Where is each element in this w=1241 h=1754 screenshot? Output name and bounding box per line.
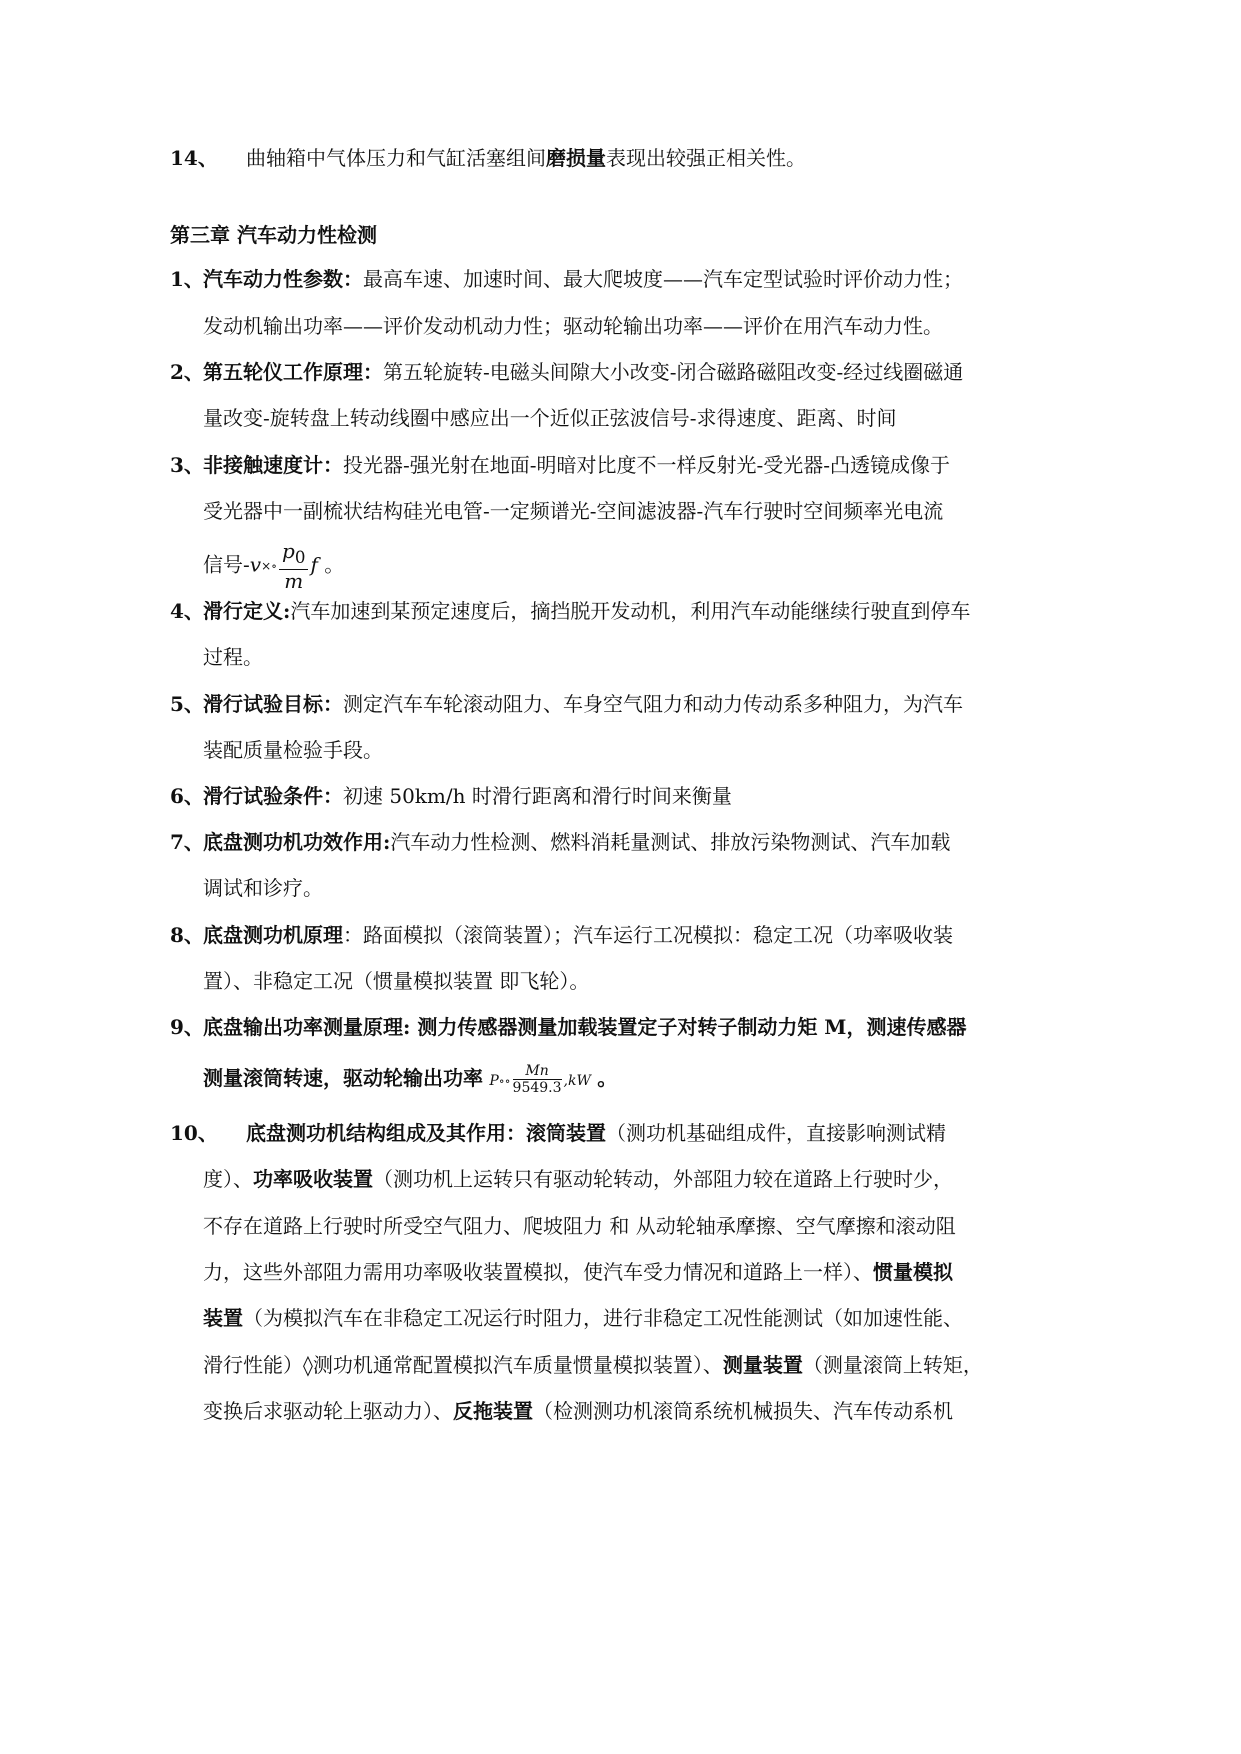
item-9-number: 9、	[170, 1015, 204, 1039]
item-10-line-1: 底盘测功机结构组成及其作用：滚筒装置（测功机基础组成件，直接影响测试精	[246, 1121, 946, 1145]
item-4-line-1: 滑行定义:汽车加速到某预定速度后，摘挡脱开发动机，利用汽车动能继续行驶直到停车	[203, 599, 971, 623]
power-fraction: $\frac{Mn}{9549.3}$	[512, 1063, 562, 1096]
item-10-line-3: 不存在道路上行驶时所受空气阻力、爬坡阻力 和 从动轮轴承摩擦、空气摩擦和滚动阻	[203, 1214, 956, 1238]
item-8-line-1: 底盘测功机原理：路面模拟（滚筒装置）；汽车运行工况模拟：稳定工况（功率吸收装	[203, 923, 953, 947]
velocity-fraction: $\frac{p_0}{m}$	[279, 540, 308, 592]
item-2-line-2: 量改变-旋转盘上转动线圈中感应出一个近似正弦波信号-求得速度、距离、时间	[203, 406, 897, 430]
item-1-line-1: 汽车动力性参数：最高车速、加速时间、最大爬坡度——汽车定型试验时评价动力性；	[203, 267, 963, 291]
item-8-line-2: 置）、非稳定工况（惯量模拟装置 即飞轮）。	[203, 969, 590, 993]
item-7-number: 7、	[170, 830, 204, 854]
item-10-line-6: 滑行性能）◊测功机通常配置模拟汽车质量惯量模拟装置）、测量装置（测量滚筒上转矩，	[203, 1353, 983, 1377]
item-10-number: 10、	[170, 1121, 218, 1145]
item-10-line-7: 变换后求驱动轮上驱动力）、反拖装置（检测测功机滚筒系统机械损失、汽车传动系机	[203, 1399, 953, 1423]
item-9-formula-line: 测量滚筒转速，驱动轮输出功率 P∘∘ $\frac{Mn}{9549.3}$ ,kW 。	[203, 1063, 618, 1096]
item-1-line-2: 发动机输出功率——评价发动机动力性；驱动轮输出功率——评价在用汽车动力性。	[203, 314, 943, 338]
item-3-number: 3、	[170, 453, 204, 477]
item-3-line-2: 受光器中一副梳状结构硅光电管-一定频谱光-空间滤波器-汽车行驶时空间频率光电流	[203, 499, 944, 523]
item-14-number: 14、	[170, 146, 218, 170]
item-6-line-1: 滑行试验条件：初速 50km/h 时滑行距离和滑行时间来衡量	[203, 784, 732, 808]
item-8-number: 8、	[170, 923, 204, 947]
item-2-line-1: 第五轮仪工作原理：第五轮旋转-电磁头间隙大小改变-闭合磁路磁阻改变-经过线圈磁通	[203, 360, 964, 384]
item-4-line-2: 过程。	[203, 645, 263, 669]
item-10-line-2: 度）、功率吸收装置（测功机上运转只有驱动轮转动，外部阻力较在道路上行驶时少，	[203, 1167, 953, 1191]
item-7-line-2: 调试和诊疗。	[203, 876, 323, 900]
chapter-heading: 第三章 汽车动力性检测	[170, 223, 377, 247]
item-10-line-5: 装置（为模拟汽车在非稳定工况运行时阻力，进行非稳定工况性能测试（如加速性能、	[203, 1306, 963, 1330]
item-4-number: 4、	[170, 599, 204, 623]
item-6-number: 6、	[170, 784, 204, 808]
item-9-line-1: 底盘输出功率测量原理: 测力传感器测量加载装置定子对转子制动力矩 M，测速传感器	[203, 1015, 967, 1039]
item-5-line-2: 装配质量检验手段。	[203, 738, 383, 762]
item-14-text: 曲轴箱中气体压力和气缸活塞组间磨损量表现出较强正相关性。	[246, 146, 806, 170]
item-10-line-4: 力，这些外部阻力需用功率吸收装置模拟，使汽车受力情况和道路上一样）、惯量模拟	[203, 1260, 953, 1284]
item-3-formula-line: 信号-v×∘ $\frac{p_0}{m}$ f 。	[203, 539, 345, 593]
item-7-line-1: 底盘测功机功效作用:汽车动力性检测、燃料消耗量测试、排放污染物测试、汽车加载	[203, 830, 951, 854]
item-1-number: 1、	[170, 267, 204, 291]
item-5-number: 5、	[170, 692, 204, 716]
item-5-line-1: 滑行试验目标：测定汽车车轮滚动阻力、车身空气阻力和动力传动系多种阻力，为汽车	[203, 692, 963, 716]
item-3-line-1: 非接触速度计：投光器-强光射在地面-明暗对比度不一样反射光-受光器-凸透镜成像于	[203, 453, 951, 477]
item-2-number: 2、	[170, 360, 204, 384]
